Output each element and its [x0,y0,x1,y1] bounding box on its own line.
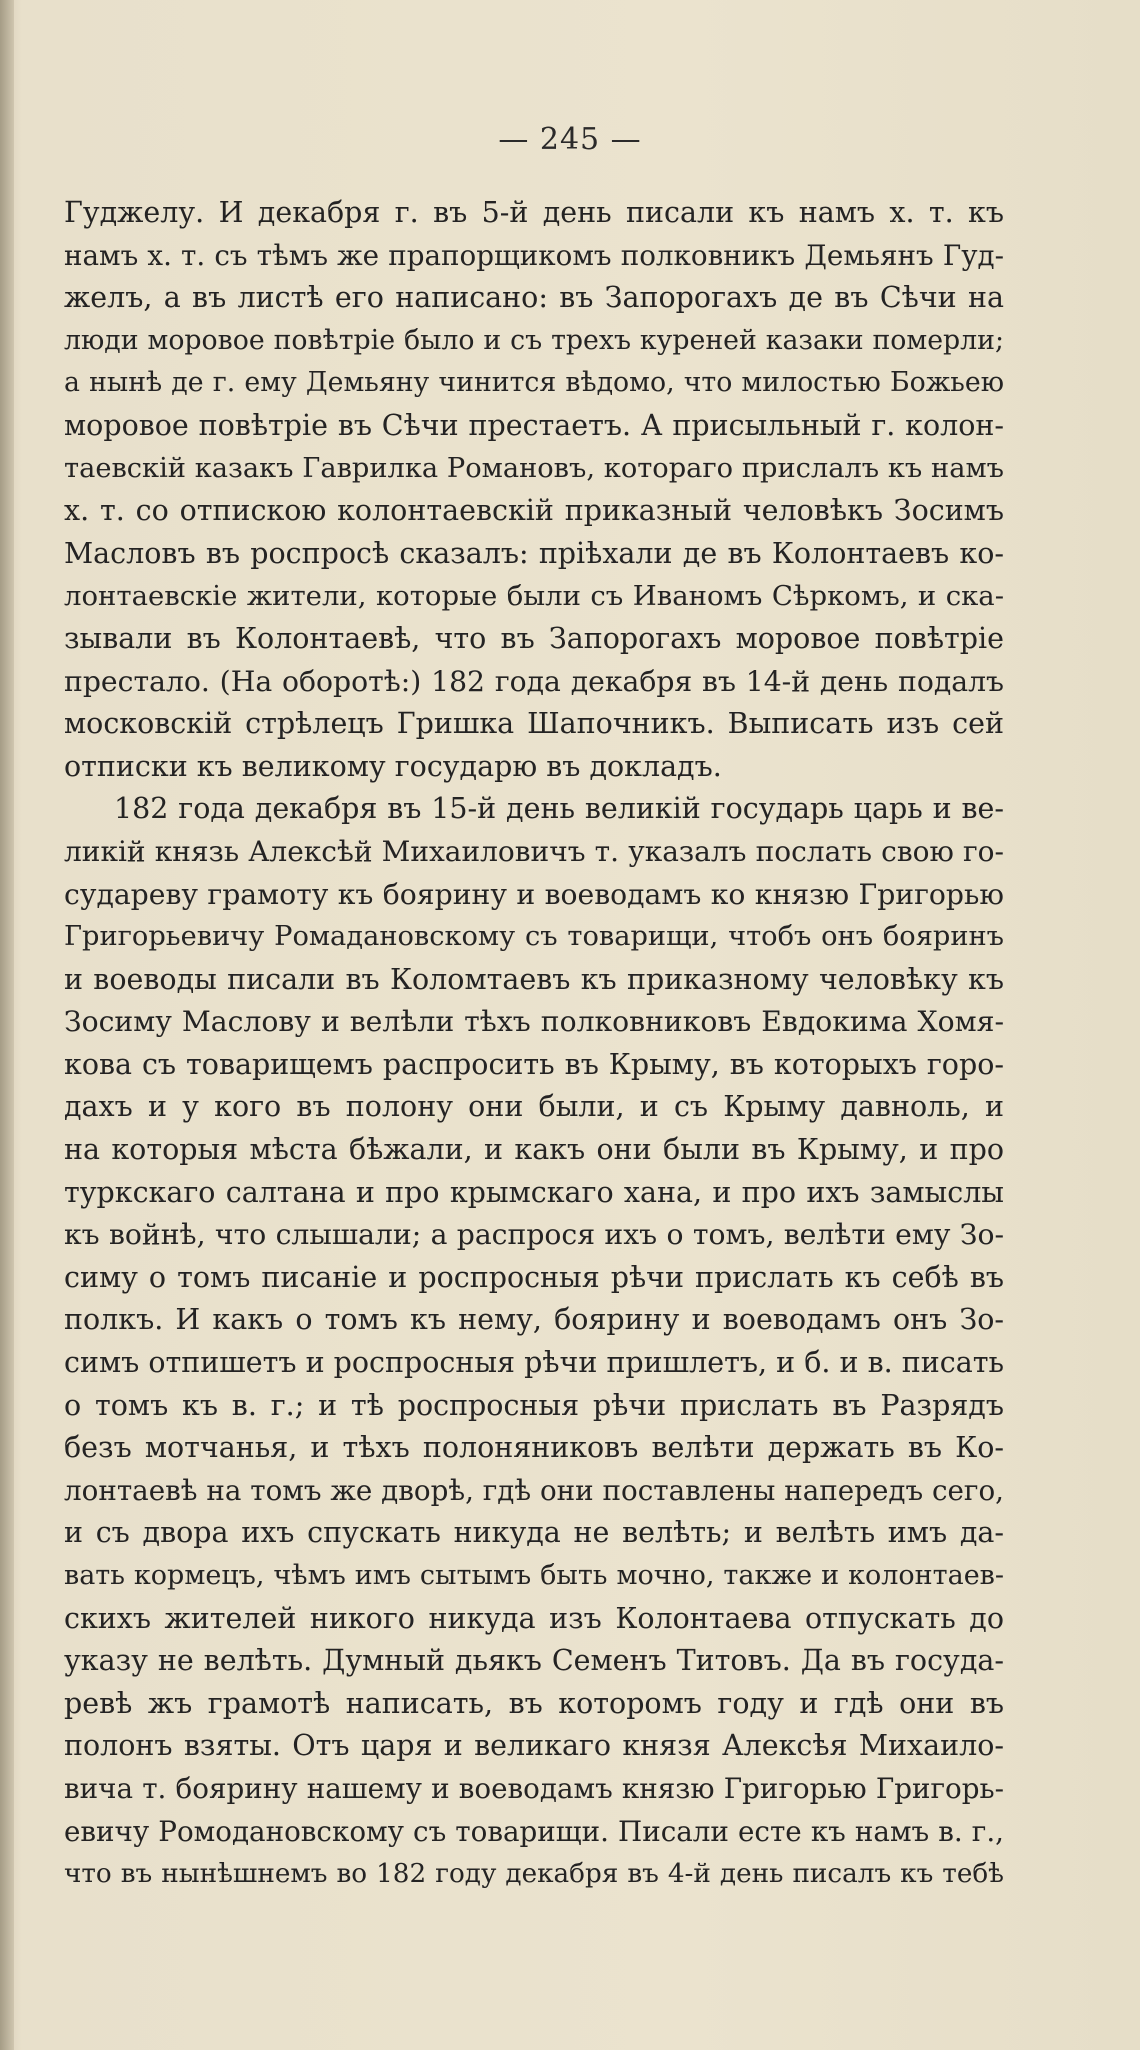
text-line: о томъ къ в. г.; и тѣ роспросныя рѣчи прислать въ Разрядъ [64,1388,1004,1422]
text-line: что въ нынѣшнемъ во 182 году декабря въ 4-й день писалъ къ тебѣ [64,1859,1004,1890]
text-line: намъ х. т. съ тѣмъ же прапорщикомъ полковникъ Демьянъ Гуд- [64,238,1004,272]
text-line: полкъ. И какъ о томъ къ нему, боярину и воеводамъ онъ Зо- [64,1303,1004,1337]
text-line: ревѣ жъ грамотѣ написать, въ которомъ году и гдѣ они въ [64,1686,1004,1720]
text-line: и съ двора ихъ спускать никуда не велѣть; и велѣть имъ да- [64,1516,1004,1550]
text-line: а нынѣ де г. ему Демьяну чинится вѣдомо, что милостью Божьею [64,367,1004,399]
page-number: — 245 — [498,122,642,157]
text-line: дахъ и у кого въ полону они были, и съ Крыму давноль, и [64,1090,1004,1124]
text-line: Гуджелу. И декабря г. въ 5-й день писали къ намъ х. т. къ [64,196,1004,229]
text-line: евичу Ромодановскому съ товарищи. Писали есте къ намъ в. г., [64,1814,1004,1848]
text-line: люди моровое повѣтріе было и съ трехъ куреней казаки померли; [64,324,1004,356]
text-line: Масловъ въ роспросѣ сказалъ: пріѣхали де въ Колонтаевъ ко- [64,536,1004,570]
text-line: таевскій казакъ Гаврилка Романовъ, котораго прислалъ къ намъ [64,452,1004,484]
text-line: моровое повѣтріе въ Сѣчи престаетъ. А присыльный г. колон- [64,408,1004,442]
paragraph-2 [64,788,1004,1895]
text-line: симу о томъ писаніе и роспросныя рѣчи прислать къ себѣ въ [64,1260,1004,1294]
text-line: х. т. со отпискою колонтаевскій приказный человѣкъ Зосимъ [64,494,1004,528]
text-line: Зосиму Маслову и велѣли тѣхъ полковниковъ Евдокима Хомя- [64,1005,1004,1039]
text-line: указу не велѣть. Думный дьякъ Семенъ Титовъ. Да въ госуда- [64,1644,1004,1678]
text-line: желъ, а въ листѣ его написано: въ Запорогахъ де въ Сѣчи на [64,281,1004,315]
text-line: ликій князь Алексѣй Михаиловичъ т. указалъ послать свою го- [64,834,1004,868]
text-line: и воеводы писали въ Коломтаевъ къ приказному человѣку къ [64,962,1004,996]
text-line: къ войнѣ, что слышали; а распрося ихъ о томъ, велѣти ему Зо- [64,1218,1004,1252]
text-line: Григорьевичу Ромадановскому съ товарищи, чтобъ онъ бояринъ [64,921,1004,953]
paragraph-1 [64,192,1004,788]
text-line: симъ отпишетъ и роспросныя рѣчи пришлетъ, и б. и в. писать [64,1346,1004,1380]
text-line: безъ мотчанья, и тѣхъ полоняниковъ велѣти держать въ Ко- [64,1431,1004,1465]
text-line: кова съ товарищемъ распросить въ Крыму, въ которыхъ горо- [64,1047,1004,1081]
text-line: на которыя мѣста бѣжали, и какъ они были въ Крыму, и про [64,1133,1004,1167]
text-line: московскій стрѣлецъ Гришка Шапочникъ. Выписать изъ сей [64,707,1004,741]
text-line: отписки къ великому государю въ докладъ. [64,749,722,783]
text-line: лонтаевѣ на томъ же дворѣ, гдѣ они поставлены напередъ сего, [64,1473,1004,1507]
text-line: туркскаго салтана и про крымскаго хана, и про ихъ замыслы [64,1175,1004,1209]
text-line: судареву грамоту къ боярину и воеводамъ ко князю Григорью [64,877,1004,911]
page-spine-shadow [0,0,14,2050]
text-line: зывали въ Колонтаевѣ, что въ Запорогахъ моровое повѣтріе [64,621,1004,655]
text-line: вать кормецъ, чѣмъ имъ сытымъ быть мочно, также и колонтаев- [64,1560,1004,1591]
text-line: престало. (На оборотѣ:) 182 года декабря въ 14-й день подалъ [64,664,1004,698]
text-line: лонтаевскіе жители, которые были съ Иваномъ Сѣркомъ, и ска- [64,580,1004,613]
text-line: 182 года декабря въ 15-й день великій государь царь и ве- [114,792,1004,826]
text-line: полонъ взяты. Отъ царя и великаго князя Алексѣя Михаило- [64,1729,1004,1763]
text-line: скихъ жителей никого никуда изъ Колонтаева отпускать до [64,1601,1004,1635]
body-text [64,192,1004,1896]
text-line: вича т. боярину нашему и воеводамъ князю Григорью Григорь- [64,1771,1004,1805]
